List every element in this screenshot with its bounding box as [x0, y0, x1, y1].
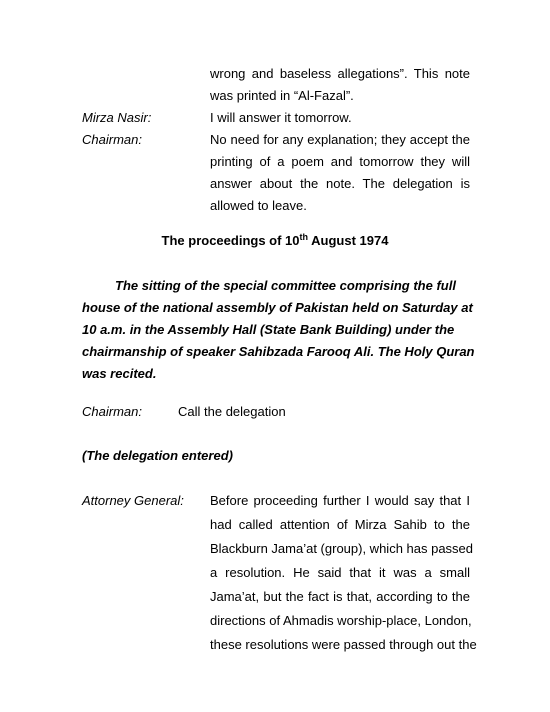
paragraph-line: The sitting of the special committee comprising the full — [115, 278, 456, 293]
paragraph-line: chairmanship of speaker Sahibzada Farooq Ali. The Holy Quran — [82, 344, 475, 359]
paragraph-line: directions of Ahmadis worship-place, London, — [210, 613, 472, 628]
paragraph-line: allowed to leave. — [210, 198, 307, 213]
paragraph-line: was printed in “Al-Fazal”. — [210, 88, 354, 103]
continuation-paragraph — [210, 63, 470, 107]
speaker-attorney-general: Attorney General: — [82, 493, 184, 508]
paragraph-line: Jama’at, but the fact is that, according to the — [210, 589, 470, 604]
speech-attorney-general — [210, 490, 477, 658]
paragraph-line: No need for any explanation; they accept the — [210, 132, 470, 147]
paragraph-line: Blackburn Jama’at (group), which has passed — [210, 541, 474, 556]
speech-chairman-2: Call the delegation — [178, 404, 286, 419]
intro-paragraph — [82, 275, 475, 385]
paragraph-line: wrong and baseless allegations”. This note — [210, 66, 470, 81]
speaker-chairman: Chairman: — [82, 132, 142, 147]
paragraph-line: a resolution. He said that it was a small — [210, 565, 470, 580]
speaker-chairman-2: Chairman: — [82, 404, 142, 419]
paragraph-line: printing of a poem and tomorrow they will — [210, 154, 470, 169]
stage-direction: (The delegation entered) — [82, 448, 233, 463]
heading-text: The proceedings of 10 — [161, 233, 300, 248]
heading-text-end: August 1974 — [308, 233, 389, 248]
paragraph-line: house of the national assembly of Pakistan held on Saturday at — [82, 300, 473, 315]
speaker-mirza-nasir: Mirza Nasir: — [82, 110, 152, 125]
paragraph-line: 10 a.m. in the Assembly Hall (State Bank Building) under the — [82, 322, 455, 337]
speech-mirza-nasir: I will answer it tomorrow. — [210, 110, 352, 125]
paragraph-line: answer about the note. The delegation is — [210, 176, 470, 191]
paragraph-line: had called attention of Mirza Sahib to the — [210, 517, 470, 532]
heading-superscript: th — [299, 232, 309, 242]
paragraph-line: these resolutions were passed through out the — [210, 637, 477, 652]
paragraph-line: Before proceeding further I would say that I — [210, 493, 470, 508]
speech-chairman — [210, 129, 470, 217]
paragraph-line: was recited. — [82, 366, 157, 381]
section-heading — [0, 230, 550, 252]
